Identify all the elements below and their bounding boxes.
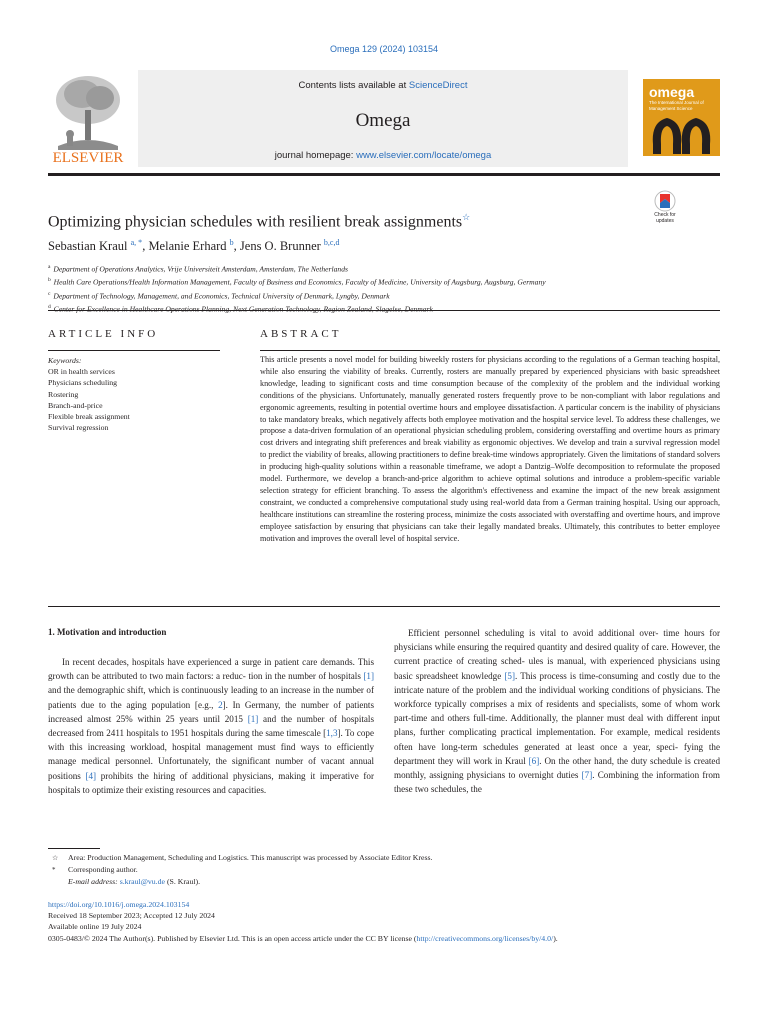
affiliation-mark: d [48,303,51,310]
cover-subtitle: The International Journal of Management Science [649,100,704,111]
body-text: . This process is time-consuming and costly due to the intricate nature of the problem and the individual working conditions of physicians. The workforce typically comprises a mix of residents and specialists, some of whom work part-time and others full-time. Additionally, the planner must deal with different input plans, further complicating practical implementation. For example, medical residents often have long-term schedules generated at least once a year, speci- fying the department they will work in Kraul [394,670,721,766]
header-rule [48,173,720,176]
keywords-block [48,355,220,433]
citation-link[interactable]: [5] [504,670,515,681]
citation-link[interactable]: [6] [528,755,540,766]
journal-name: Omega [355,110,411,131]
body-text: In recent decades, hospitals have experienced a surge in patient care demands. This growth can be attributed to two main factors: a reduc- tion in the number of hospitals [48,657,374,682]
license-link[interactable]: http://creativecommons.org/licenses/by/4.0/ [416,933,554,943]
homepage-prefix: journal homepage: [274,150,354,161]
crossmark-label [647,212,683,224]
affiliation-mark: c [48,290,51,297]
affiliation-mark: b [48,277,51,284]
email-label: E-mail address: [68,877,118,887]
email-link[interactable]: s.kraul@vu.de [119,877,165,887]
crossmark-label-line1: Check for [654,212,676,218]
body-text: Efficient personnel scheduling is vital to avoid additional over- time hours for physicians while ensuring the required quantity and desired quality of care. However, the current practice of creating sched- ules is manual, with experienced physicians using basic spreadsheet knowledge [394,628,720,681]
article-info-rule [48,350,220,351]
license-text: 0305-0483/© 2024 The Author(s). Published by Elsevier Ltd. This is an open access article under the CC BY license ( [48,933,417,943]
keyword-item: Physicians scheduling [48,378,118,388]
affiliation-mark: a [48,264,51,270]
crossmark-icon [647,190,683,212]
citation-link[interactable]: 2 [218,699,223,710]
affiliation-text: Health Care Operations/Health Information Management, Faculty of Business and Economics, Faculty of Medicine, University of Augsburg, Augsburg, Germany [53,277,546,287]
footnote [52,864,712,876]
keyword-item: Rostering [48,389,79,399]
sciencedirect-link[interactable]: ScienceDirect [408,80,468,91]
author-affiliation-mark[interactable]: b [229,238,234,247]
article-info-heading: ARTICLE INFO [48,328,159,340]
abstract-bottom-rule [48,606,720,607]
elsevier-wordmark: ELSEVIER [52,150,124,165]
journal-reference[interactable]: Omega 129 (2024) 103154 [329,44,439,54]
body-column-left [48,655,374,797]
crossmark-label-line2: updates [656,218,674,224]
citation-link[interactable]: [1] [363,671,374,682]
abstract-rule [260,350,720,351]
keywords-label: Keywords: [48,356,82,365]
footnotes [52,852,712,889]
publication-info [48,899,738,944]
footnote-text: Area: Production Management, Scheduling and Logistics. This manuscript was processed by Associate Editor Kress. [68,853,433,862]
journal-cover-thumbnail[interactable] [643,70,720,165]
contents-prefix: Contents lists available at [298,80,407,91]
abstract-body: This article presents a novel model for building biweekly rosters for physicians according to the regulations of a German teaching hospital, while also ensuring the viability of breaks. Currently, rosters are manually prepared by experienced physicians with basic spreadsheet knowledge, leading to significant costs and time consumption because of the complexity of the problem and the individual working conditions of the physicians. Unfortunately, manually generated rosters frequently prove to be non-compliant with labor regulations and ergonomic agreements, resulting in potential overtime hours and employee dissatisfaction. A particular concern is the inability of physicians to take mandatory breaks, which negatively affects both employee motivation and the hospital service level. To address these challenges, we propose a data-driven formulation of an operational physician scheduling problem, considering overstaffing and overtime hours as primary cost drivers and integrating shift preferences and break viability as ergonomic objectives. We develop and train a survival regression model to predict the viability of breaks, allowing practitioners to define break-time windows appropriately. Given the limitations of standard solvers in producing high-quality solutions within a reasonable timeframe, we adopt a Dantzig–Wolfe decomposition to reformulate the proposed model. Furthermore, we develop a branch-and-price algorithm to achieve optimal solutions and introduce a problem-specific variable selection strategy for efficient branching. To assess the algorithm's effectiveness and examine the impact of the new break assignment constraint, we conducted a comprehensive computational study using real-world data from a German training hospital. Using our approach, healthcare institutions can streamline the rostering process, minimize the costs associated with overstaffing and overtime hours, and improve employee satisfaction by ensuring that physicians can take their legally mandated breaks. Ultimately, this contributes to better employee motivation and improves the overall level of hospital service. [260,355,720,543]
title-footnote-mark[interactable]: ☆ [462,212,471,222]
cover-title: omega [649,84,695,100]
affiliation-text: Department of Operations Analytics, Vrije Universiteit Amsterdam, Amsterdam, The Netherlands [53,264,348,274]
body-text: and the number of hospitals decreased from 2411 hospitals to 1951 hospitals during the same timescale [ [48,713,375,739]
journal-homepage-link[interactable]: www.elsevier.com/locate/omega [356,150,492,161]
homepage-line [138,150,628,161]
citation-link[interactable]: 1,3 [326,728,338,739]
header-info-box [138,70,628,167]
keyword-item: Survival regression [48,423,109,433]
author-name: Jens O. Brunner [239,239,321,254]
keyword-item: OR in health services [48,367,115,377]
paragraph [394,626,720,796]
abstract-heading: ABSTRACT [260,328,342,340]
contents-line [138,80,628,91]
citation-link[interactable]: [1] [247,713,259,724]
keyword-item: Branch-and-price [48,400,103,410]
elsevier-tree-icon [48,70,128,165]
footnote-text: Corresponding author. [68,865,138,875]
author-affiliation-mark[interactable]: b,c,d [323,238,340,247]
email-line [52,876,712,888]
footnote [52,852,712,864]
body-text: and the demographic shift, which is continuously leading to an increase in the number of patients due to the aging population [e.g., [48,685,374,710]
affiliation-list [48,262,720,315]
paragraph [48,655,374,797]
author-name: Sebastian Kraul [48,239,128,254]
author-name: Melanie Erhard [148,239,227,254]
section-heading: 1. Motivation and introduction [48,627,167,637]
citation-link[interactable]: [7] [581,770,593,781]
affiliation-item [48,302,720,315]
email-suffix: (S. Kraul). [166,877,201,887]
affiliation-item [48,275,720,288]
elsevier-logo[interactable] [48,70,128,165]
journal-header [48,70,720,175]
body-text: ]. In Germany, the number of patients increased almost 25% within 25 years until 2015 [48,699,374,724]
affiliation-item [48,262,720,275]
article-title-text: Optimizing physician schedules with resilient break assignments [48,213,463,231]
body-text: prohibits the hiring of additional physicians, making it imperative for hospitals to optimize their existing resources and capacities. [48,770,374,795]
affiliation-rule [48,310,720,311]
body-text: . On the other hand, the duty schedule is created monthly, assigning physicians to overnight duties [394,755,721,781]
footnote-mark: * [52,866,56,875]
author-list: Sebastian Kraul $^{a, *}$, Melanie Erhard $^b$, Jens O. Brunner $^{b,c,d}$ [48,238,340,254]
available-online: Available online 19 July 2024 [48,922,142,932]
received-dates: Received 18 September 2023; Accepted 12 July 2024 [48,911,215,921]
affiliation-text: Department of Technology, Management, and Economics, Technical University of Denmark, Lyngby, Denmark [53,291,390,301]
body-text: . Combining the information from these two schedules, the [394,770,721,795]
body-text: ]. To cope with this increasing workload, hospital management must find ways to efficiently manage medical personnel. Unfortunately, the significant number of vacant annual positions [48,728,374,781]
citation-link[interactable]: [4] [85,770,97,781]
affiliation-item [48,289,720,302]
body-column-right [394,626,720,796]
license-line [48,933,738,944]
doi-link[interactable]: https://doi.org/10.1016/j.omega.2024.103154 [48,900,190,909]
check-for-updates-badge[interactable] [647,190,683,230]
article-title [48,212,608,231]
footnote-mark: ☆ [52,854,59,862]
author-affiliation-mark[interactable]: a, * [130,238,143,247]
keyword-item: Flexible break assignment [48,412,130,422]
license-suffix: ). [553,933,558,943]
footnote-rule [48,848,100,849]
